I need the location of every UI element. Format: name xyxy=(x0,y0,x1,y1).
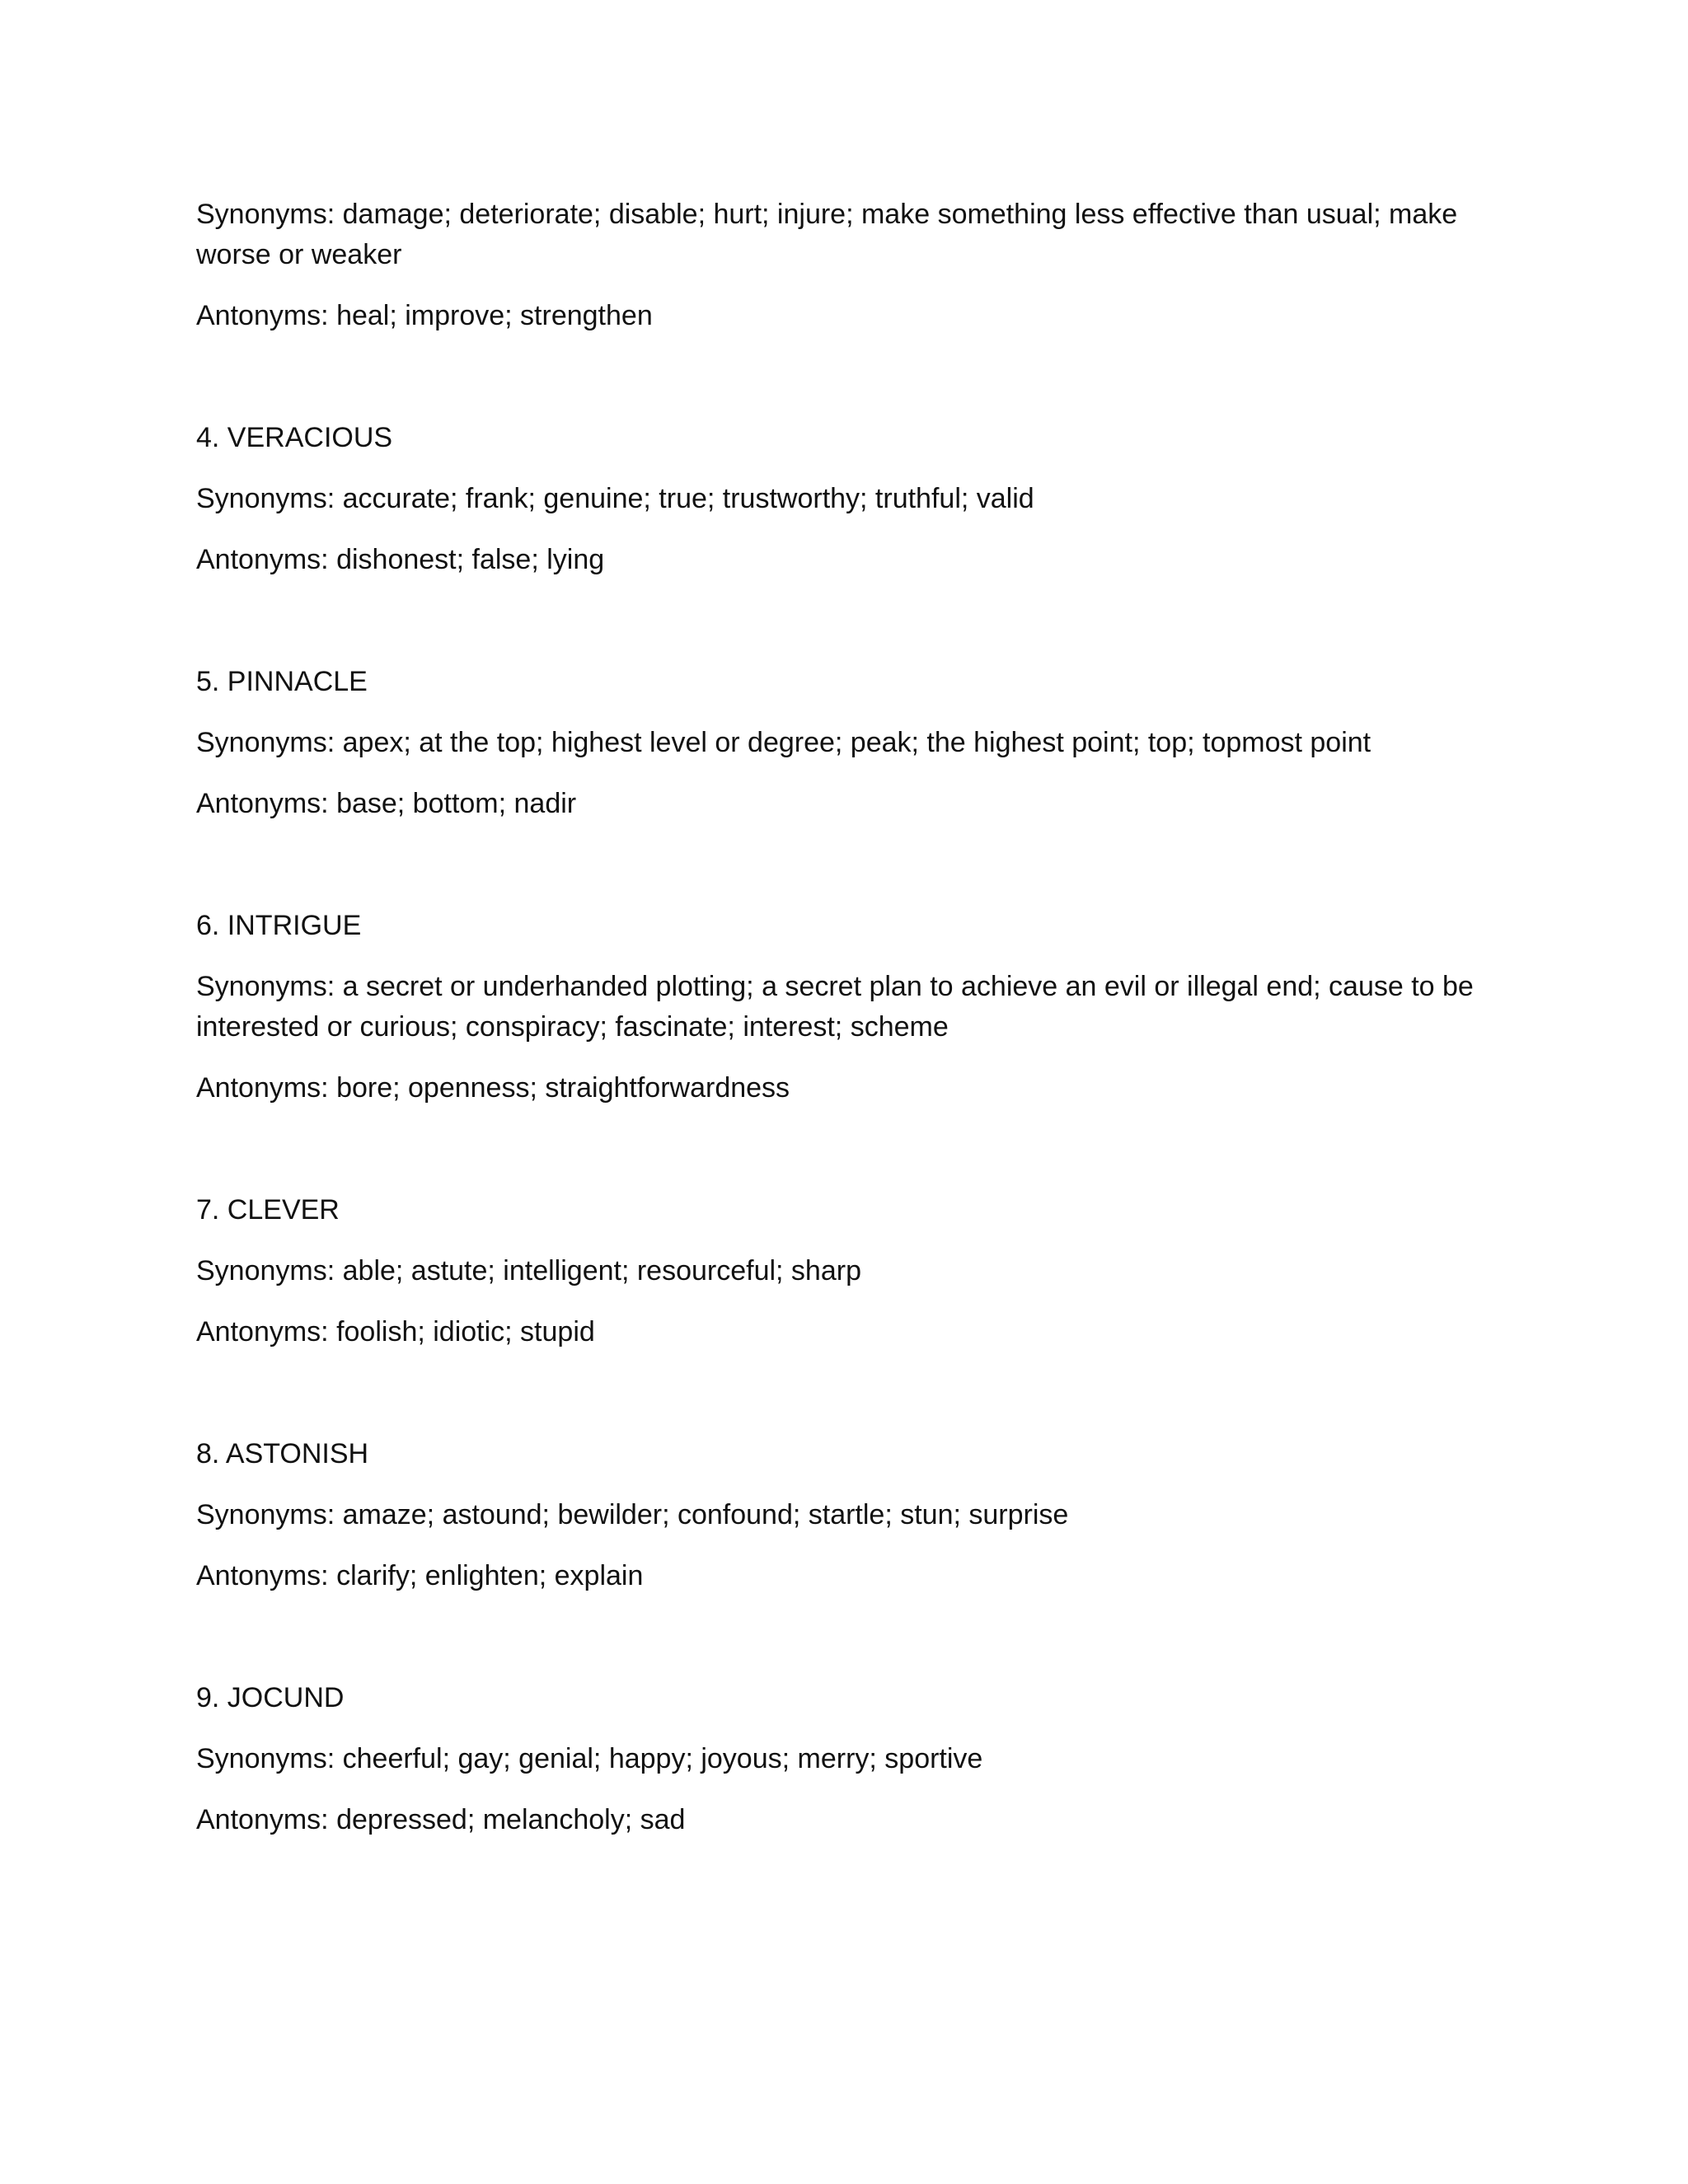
synonyms-line: Synonyms: amaze; astound; bewilder; confound; startle; stun; surprise xyxy=(196,1499,1069,1530)
entry-veracious xyxy=(196,418,1515,580)
entry-heading: 7. CLEVER xyxy=(196,1194,340,1226)
entry-pinnacle xyxy=(196,662,1515,824)
antonyms-line: Antonyms: dishonest; false; lying xyxy=(196,544,605,575)
antonyms-line: Antonyms: heal; improve; strengthen xyxy=(196,300,653,331)
entry-heading: 4. VERACIOUS xyxy=(196,422,393,453)
entry-heading: 8. ASTONISH xyxy=(196,1438,369,1469)
entry-clever xyxy=(196,1190,1515,1352)
entry-jocund xyxy=(196,1678,1515,1840)
synonyms-line: Synonyms: able; astute; intelligent; resourceful; sharp xyxy=(196,1255,861,1286)
synonyms-line: Synonyms: apex; at the top; highest level or degree; peak; the highest point; top; topmost point xyxy=(196,727,1372,758)
entry-astonish xyxy=(196,1434,1515,1596)
entry-heading: 6. INTRIGUE xyxy=(196,910,362,941)
synonyms-line: Synonyms: cheerful; gay; genial; happy; joyous; merry; sportive xyxy=(196,1743,983,1774)
document-content xyxy=(196,194,1515,1840)
synonyms-line: Synonyms: damage; deteriorate; disable; hurt; injure; make something less effective than usual; make worse or weaker xyxy=(196,199,1458,270)
antonyms-line: Antonyms: foolish; idiotic; stupid xyxy=(196,1316,595,1347)
entry-heading: 9. JOCUND xyxy=(196,1682,345,1713)
antonyms-line: Antonyms: base; bottom; nadir xyxy=(196,788,577,819)
entry-3-continuation xyxy=(196,194,1515,336)
synonyms-line: Synonyms: accurate; frank; genuine; true; trustworthy; truthful; valid xyxy=(196,483,1034,514)
synonyms-line: Synonyms: a secret or underhanded plotting; a secret plan to achieve an evil or illegal end; cause to be interested or curious; conspiracy; fascinate; interest; scheme xyxy=(196,971,1474,1043)
entry-heading: 5. PINNACLE xyxy=(196,666,368,697)
antonyms-line: Antonyms: bore; openness; straightforwardness xyxy=(196,1072,790,1104)
antonyms-line: Antonyms: depressed; melancholy; sad xyxy=(196,1804,686,1835)
entry-intrigue xyxy=(196,906,1515,1108)
antonyms-line: Antonyms: clarify; enlighten; explain xyxy=(196,1560,644,1591)
